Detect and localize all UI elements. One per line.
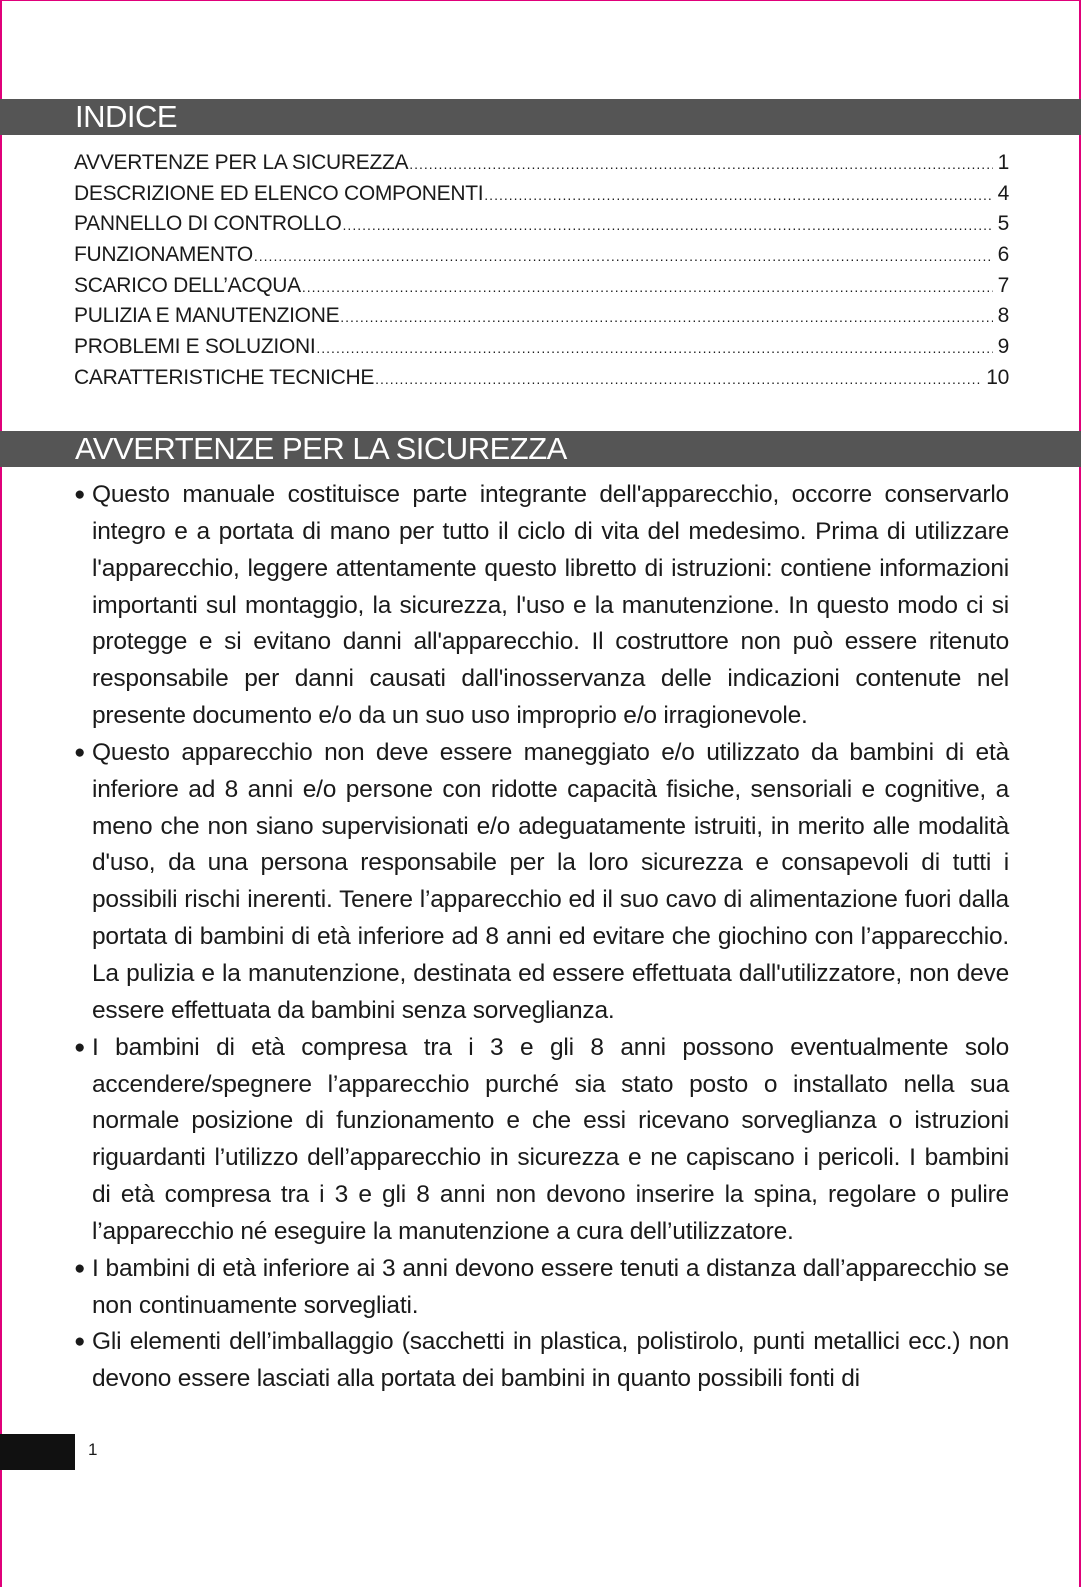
toc-entry[interactable]	[74, 179, 1009, 210]
toc-entry-page: 10	[986, 365, 1009, 389]
list-item	[74, 735, 1009, 1030]
toc-entry-label: AVVERTENZE PER LA SICUREZZA	[74, 151, 409, 174]
toc-entry-page: 1	[997, 151, 1009, 174]
toc-entry-label: DESCRIZIONE ED ELENCO COMPONENTI	[74, 181, 484, 205]
toc-leader-dots	[409, 149, 993, 180]
safety-header-bar	[0, 431, 1081, 467]
toc-entry-label: PANNELLO DI CONTROLLO	[74, 212, 342, 236]
page-border-top	[0, 0, 1081, 1]
toc-entry-label: CARATTERISTICHE TECNICHE	[74, 365, 375, 389]
toc-entry[interactable]	[74, 271, 1009, 302]
toc-leader-dots	[316, 333, 993, 364]
toc-entry[interactable]	[74, 240, 1009, 271]
toc-entry-label: FUNZIONAMENTO	[74, 243, 253, 267]
bullet-icon: ●	[74, 484, 86, 505]
bullet-icon: ●	[74, 1331, 86, 1353]
toc-leader-dots	[484, 180, 993, 211]
safety-title: AVVERTENZE PER LA SICUREZZA	[75, 431, 567, 466]
bullet-icon: ●	[74, 1036, 86, 1058]
warning-paragraph: Questo apparecchio non deve essere maneggiato e/o utilizzato da bambini di età inferiore ad 8 anni e/o persone con ridotte capacità fisiche, sensoriali e cognitive, a meno che non siano supervisionati e/o adeguatamente istruiti, in merito alle modalità d'uso, da una persona responsabile per la loro sicurezza e consapevoli di tutti i possibili rischi inerenti. Tenere l’apparecchio ed il suo cavo di alimentazione fuori dalla portata di bambini di età inferiore ad 8 anni ed evitare che giochino con l’apparecchio. La pulizia e la manutenzione, destinata ed essere effettuata dall'utilizzatore, non deve essere effettuata da bambini senza sorveglianza.	[92, 738, 1009, 1024]
warning-paragraph: I bambini di età inferiore ai 3 anni devono essere tenuti a distanza dall’apparecchio se non continuamente sorvegliati.	[92, 1254, 1009, 1319]
toc-entry[interactable]	[74, 148, 1009, 179]
toc-entry[interactable]	[74, 363, 1009, 394]
list-item	[74, 1030, 1009, 1251]
list-item	[74, 1251, 1009, 1325]
safety-warnings-list	[74, 477, 1009, 1398]
toc-entry[interactable]	[74, 209, 1009, 240]
warning-paragraph: Questo manuale costituisce parte integrante dell'apparecchio, occorre conservarlo integro e a portata di mano per tutto il ciclo di vita del medesimo. Prima di utilizzare l'apparecchio, leggere attentamente questo libretto di istruzioni: contiene informazioni importanti sul montaggio, la sicurezza, l'uso e la manutenzione. In questo modo ci si protegge e si evitano danni all'apparecchio. Il costruttore non può essere ritenuto responsabile per danni causati dall'inosservanza delle indicazioni contenute nel presente documento e/o da un suo uso improprio e/o irragionevole.	[92, 481, 1009, 730]
toc-entry-label: PROBLEMI E SOLUZIONI	[74, 335, 316, 359]
toc-entry-label: SCARICO DELL’ACQUA	[74, 273, 301, 297]
toc-entry-label: PULIZIA E MANUTENZIONE	[74, 304, 340, 328]
toc-entry-page: 5	[997, 212, 1009, 236]
toc-entry-page: 7	[997, 273, 1009, 297]
list-item	[74, 1324, 1009, 1398]
toc-leader-dots	[340, 302, 993, 333]
toc-entry-page: 4	[997, 181, 1009, 205]
toc-entry[interactable]	[74, 301, 1009, 332]
toc-leader-dots	[302, 272, 993, 303]
toc-entry-page: 9	[997, 335, 1009, 359]
warning-paragraph: I bambini di età compresa tra i 3 e gli 8 anni possono eventualmente solo accendere/spegnere l’apparecchio purché sia stato posto o installato nella sua normale posizione di funzionamento e che essi ricevano sorveglianza o istruzioni riguardanti l’utilizzo dell’apparecchio in sicurezza e ne capiscano i pericoli. I bambini di età compresa tra i 3 e gli 8 anni non devono inserire la spina, regolare o pulire l’apparecchio né eseguire la manutenzione a cura dell’utilizzatore.	[92, 1033, 1009, 1245]
toc-entry[interactable]	[74, 332, 1009, 363]
page-number: 1	[88, 1440, 98, 1459]
list-item	[74, 477, 1009, 735]
toc-leader-dots	[254, 241, 993, 272]
toc-header-bar	[0, 99, 1081, 135]
table-of-contents	[74, 148, 1009, 394]
bullet-icon: ●	[74, 1257, 86, 1279]
page-border-left	[0, 0, 2, 1587]
warning-paragraph: Gli elementi dell’imballaggio (sacchetti in plastica, polistirolo, punti metallici ecc.) non devono essere lasciati alla portata dei bambini in quanto possibili fonti di	[92, 1328, 1009, 1393]
bullet-icon: ●	[74, 741, 86, 763]
toc-title: INDICE	[75, 99, 178, 134]
toc-leader-dots	[375, 364, 982, 395]
toc-entry-page: 8	[997, 304, 1009, 328]
toc-leader-dots	[343, 210, 993, 241]
toc-entry-page: 6	[997, 243, 1009, 267]
footer-tab	[0, 1434, 75, 1470]
